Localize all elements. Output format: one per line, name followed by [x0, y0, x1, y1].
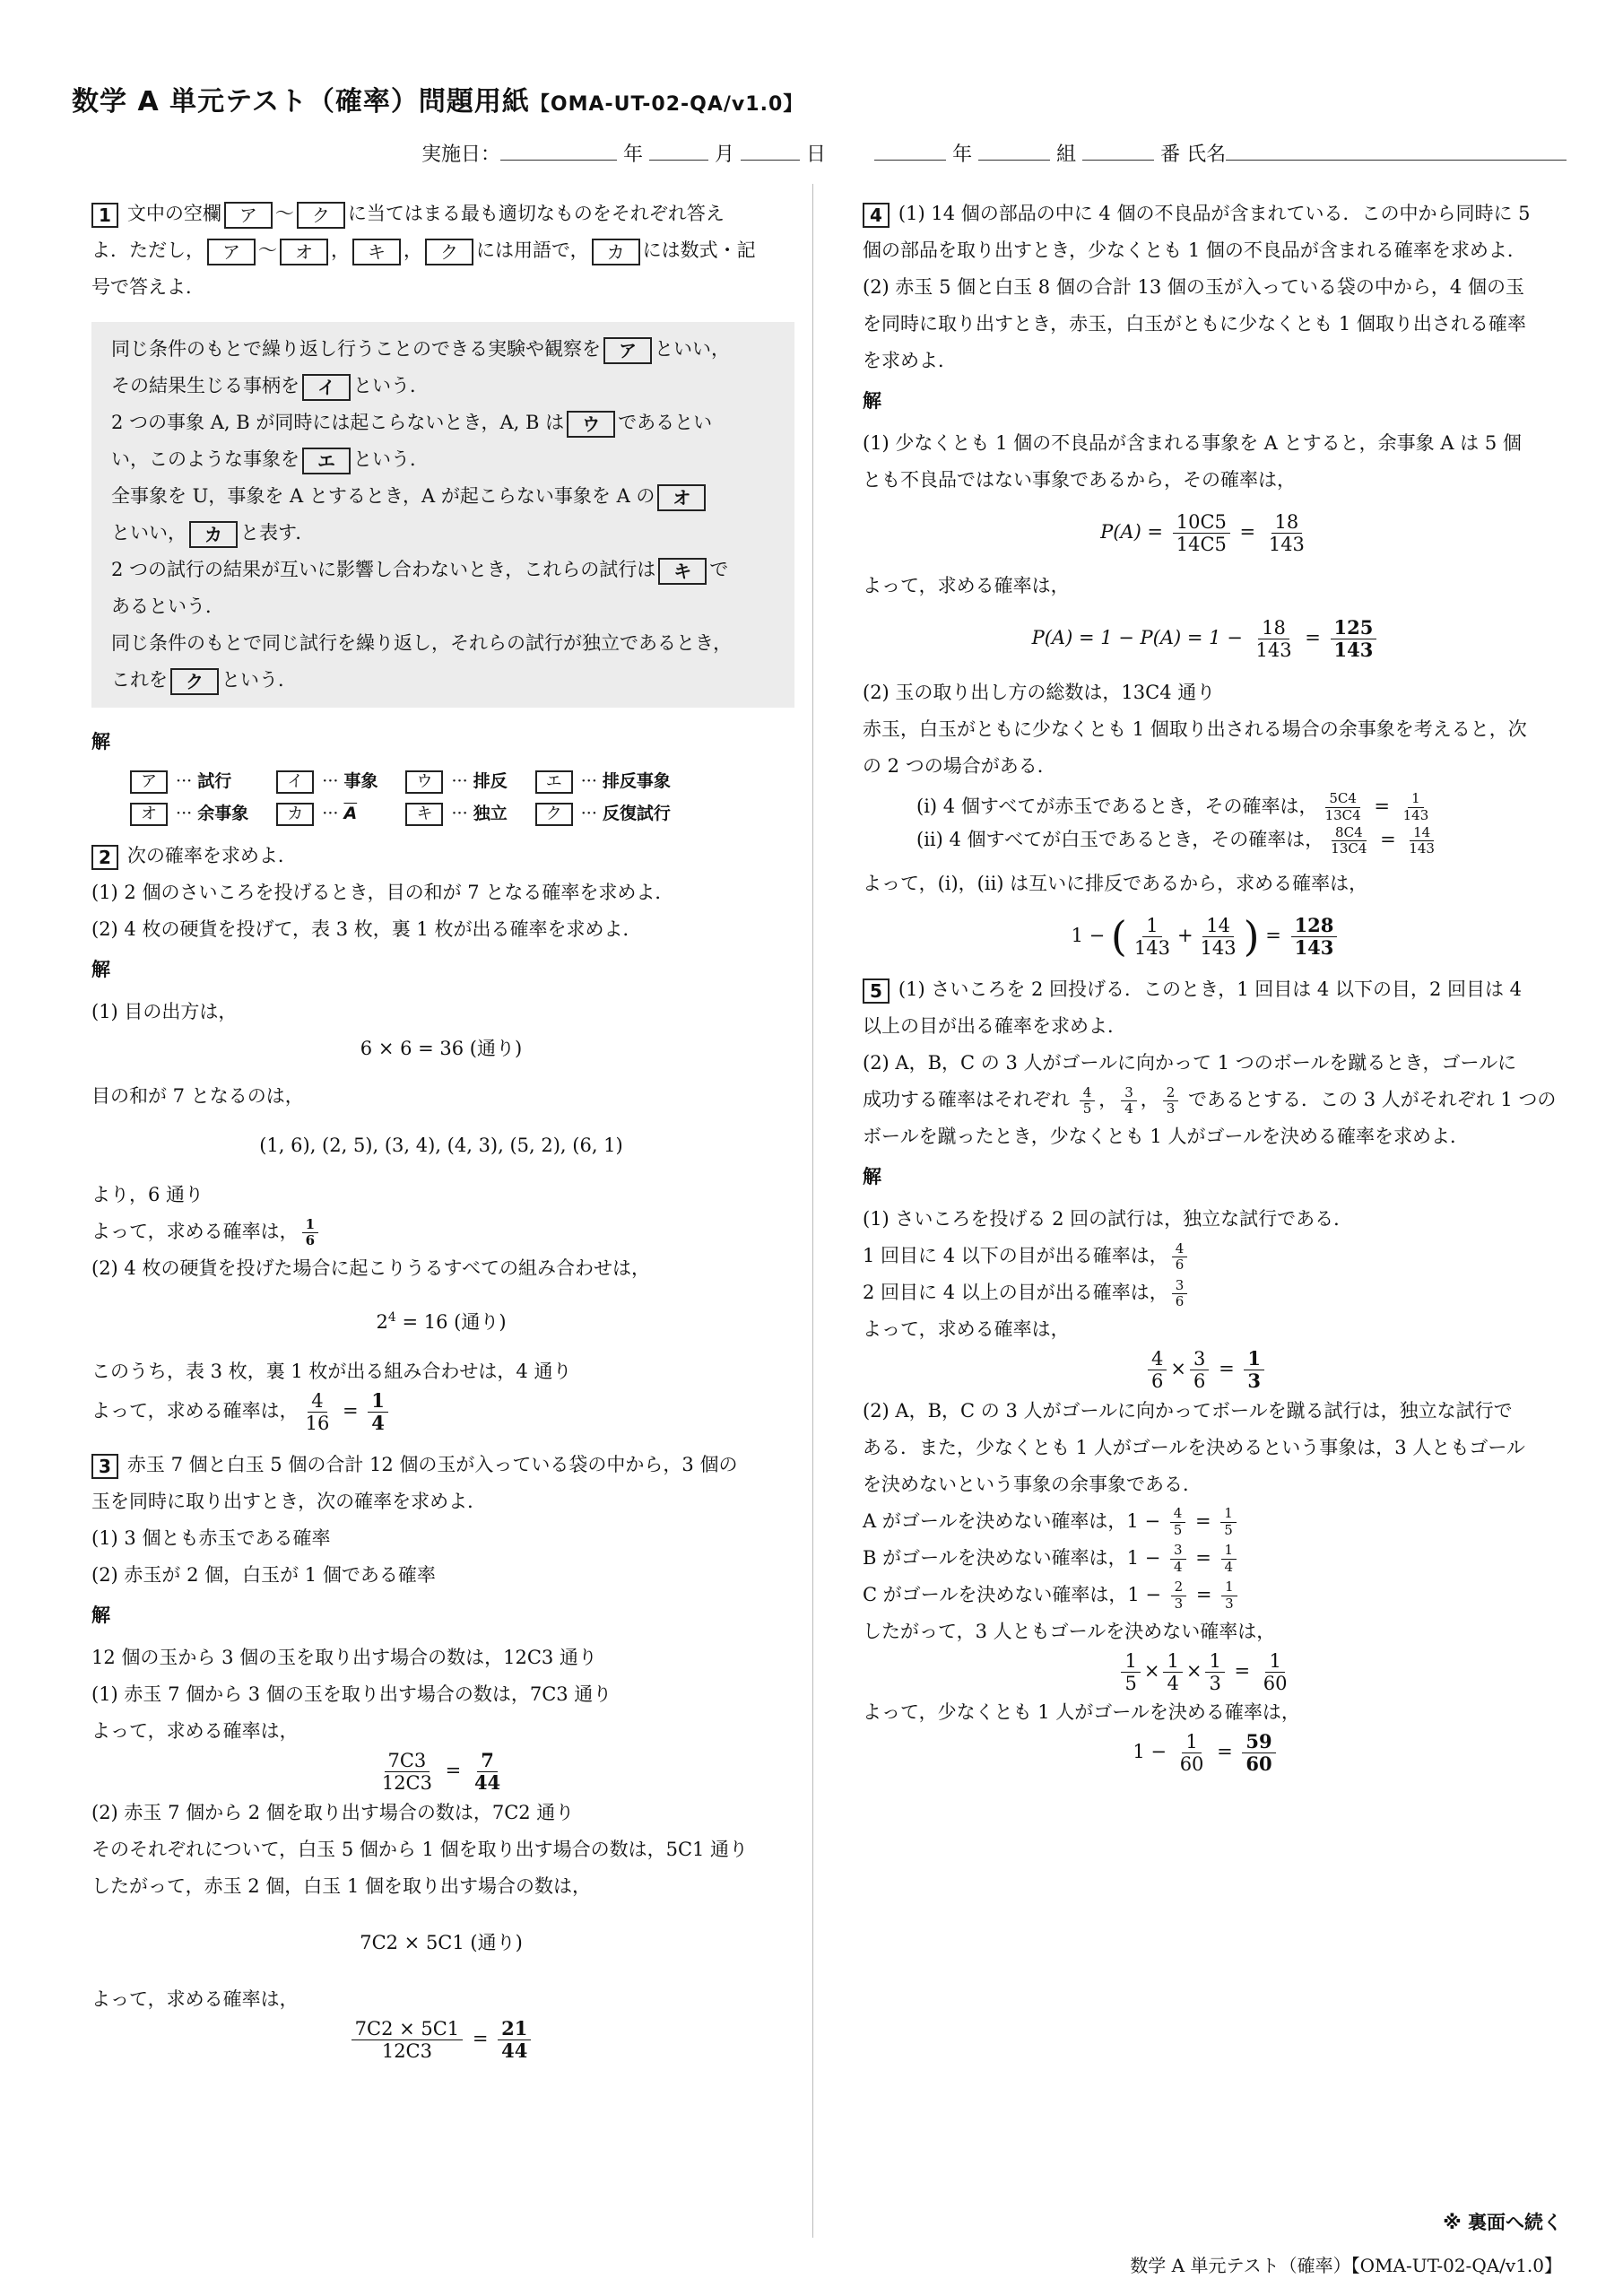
grade-field[interactable]	[874, 142, 946, 161]
solution-label: 解	[91, 1605, 110, 1627]
passage-text: という．	[353, 375, 429, 396]
answer-ki: キ ··· 独立	[403, 800, 507, 827]
q4-text: (2) 赤玉 5 個と白玉 8 個の合計 13 個の玉が入っている袋の中から，4 個の玉	[863, 276, 1524, 298]
blank-box: キ	[405, 803, 443, 826]
answer-fraction: $\frac{7}{44}$	[473, 1749, 501, 1795]
fraction: $\frac{1}{3}$	[1221, 1579, 1237, 1612]
passage-text: といい，	[655, 338, 730, 360]
column-divider	[812, 184, 813, 2238]
date-day-field[interactable]	[741, 142, 800, 161]
blank-box: カ	[189, 521, 238, 548]
fraction: $\frac{3}{6}$	[1190, 1348, 1209, 1392]
solution-text: の 2 つの場合がある．	[863, 754, 1056, 777]
fraction: $\frac{4}{6}$	[1148, 1348, 1167, 1392]
solution-text: よって，求める確率は，	[863, 575, 1070, 597]
blank-box: ア	[130, 770, 168, 794]
fraction: $\frac{2}{3}$	[1171, 1579, 1187, 1612]
fraction: $\frac{7C3}{12C3}$	[381, 1750, 432, 1795]
answer-ka: カ ··· $\overline{A}$	[273, 800, 378, 827]
question-1: 1 文中の空欄 ア 〜 ク に当てはまる最も適切なものをそれぞれ答え よ．ただし， ア 〜 オ ， キ ， ク には用語で， カ には数式・記 号で答えよ． 同じ条件のもとで繰り返し行うことのできる実験や観察を ア といい， その結果生じる事柄を イ という． 2 つの事象 A, B が同時には起こらないとき，A, B は ウ であるとい い，このような事象を エ という． 全事象を U，事象を A とするとき，A が起こらない事象を A の オ といい， カ と表す． 2 つの試行の結果が互いに影響し合わないとき，これらの試行は キ で あるという． 同じ条件のもとで同じ試行を繰り返し，それらの試行が独立であるとき， これを ク という． 解 ア ··· 試行 イ ··· 事象 ウ ··· 排反 エ ··· 排反事象 オ ··· 余事象 カ ··· $\overline{A}$ キ ··· 独立 ク ··· 反復試行	[91, 196, 791, 827]
fraction: $\frac{8C4}{13C4}$	[1331, 823, 1367, 857]
solution-text: (1) 赤玉 7 個から 3 個の玉を取り出す場合の数は，	[91, 1683, 530, 1706]
answer-fraction: $\frac{1}{3}$	[1244, 1348, 1264, 1392]
q4-text: 個の部品を取り出すとき，少なくとも 1 個の不良品が含まれる確率を求めよ．	[863, 239, 1526, 261]
year-label: 年	[623, 144, 644, 166]
blank-box: ウ	[405, 770, 443, 794]
blank-box: ア	[224, 202, 273, 229]
blank-box: カ	[592, 239, 640, 265]
number-field[interactable]	[1082, 142, 1154, 161]
q4-text: を求めよ．	[863, 350, 957, 371]
answer-value: $\overline{A}$	[343, 804, 358, 823]
case-text: (ii) 4 個すべてが白玉であるとき，その確率は，	[916, 828, 1324, 850]
fraction: $\frac{1}{143}$	[1402, 790, 1429, 823]
blank-box: イ	[302, 374, 351, 401]
fraction: $\frac{1}{60}$	[1179, 1730, 1204, 1776]
student-info-line	[421, 139, 1567, 167]
question-5: 5 (1) さいころを 2 回投げる．このとき，1 回目は 4 以下の目，2 回目は 4 以上の目が出る確率を求めよ． (2) A，B，C の 3 人がゴールに向かって 1 つのボールを蹴るとき，ゴールに 成功する確率はそれぞれ $\frac{4}{5}$ ， $\frac{3}{4}$ ， $\frac{2}{3}$ であるとする．この 3 人がそれぞれ 1 つの ボールを蹴ったとき，少なくとも 1 人がゴールを決める確率を求めよ． 解 (1) さいころを投げる 2 回の試行は，独立な試行である． 1 回目に 4 以下の目が出る確率は， $\frac{4}{6}$ 2 回目に 4 以上の目が出る確率は， $\frac{3}{6}$ よって，求める確率は， $\frac{4}{6}$ × $\frac{3}{6}$ = $\frac{1}{3}$ (2) A，B，C の 3 人がゴールに向かってボールを蹴る試行は，独立な試行で ある．また，少なくとも 1 人がゴールを決めるという事象は，3 人ともゴール を決めないという事象の余事象である． A がゴールを決めない確率は，1 − $\frac{4}{5}$ = $\frac{1}{5}$ B がゴールを決めない確率は，1 − $\frac{3}{4}$ = $\frac{1}{4}$ C がゴールを決めない確率は，1 − $\frac{2}{3}$ = $\frac{1}{3}$ したがって，3 人ともゴールを決めない確率は， $\frac{1}{5}$ × $\frac{1}{4}$ × $\frac{1}{3}$ = $\frac{1}{60}$ よって，少なくとも 1 人がゴールを決める確率は， 1 − $\frac{1}{60}$ = $\frac{59}{60}$	[863, 978, 1557, 1776]
fraction: $\frac{1}{5}$	[1220, 1506, 1237, 1538]
fraction: $\frac{3}{4}$	[1170, 1543, 1186, 1575]
fraction: $\frac{10C5}{14C5}$	[1173, 511, 1230, 555]
solution-text: ある．また，少なくとも 1 人がゴールを決めるという事象は，3 人ともゴール	[863, 1436, 1525, 1458]
equation: $\frac{4}{6}$ × $\frac{3}{6}$ = $\frac{1}{3}$	[863, 1348, 1549, 1392]
solution-text: よって，(i)，(ii) は互いに排反であるから，求める確率は，	[863, 873, 1368, 895]
solution-text: (2) A，B，C の 3 人がゴールに向かってボールを蹴る試行は，独立な試行で	[863, 1399, 1513, 1422]
solution-text: 1 回目に 4 以下の目が出る確率は，	[863, 1245, 1168, 1267]
passage-text: い，このような事象を	[111, 448, 299, 470]
equation: 6 × 6 = 36 (通り)	[360, 1038, 523, 1059]
fraction: $\frac{1}{4}$	[1163, 1650, 1182, 1694]
q5-text: (1) さいころを 2 回投げる．このとき，1 回目は 4 以下の目，2 回目は 4	[898, 978, 1523, 1001]
answer-fraction: $\frac{21}{44}$	[498, 2018, 531, 2062]
answer-fraction: $\frac{128}{143}$	[1291, 915, 1338, 959]
solution-text: このうち，表 3 枚，裏 1 枚が出る組み合わせは，4 通り	[91, 1361, 572, 1382]
solution-label: 解	[91, 731, 110, 752]
answer-value: 独立	[473, 804, 508, 823]
fraction: $\frac{1}{143}$	[1133, 915, 1170, 960]
solution-text: (2) 4 枚の硬貨を投げた場合に起こりうるすべての組み合わせは，	[91, 1257, 651, 1279]
solution-text: を決めないという事象の余事象である．	[863, 1473, 1202, 1495]
q1-text: には用語で，	[476, 239, 589, 261]
fraction: $\frac{14}{143}$	[1200, 915, 1237, 960]
blank-box: オ	[130, 803, 168, 826]
equation: (1, 6), (2, 5), (3, 4), (4, 3), (5, 2), (6, 1)	[259, 1135, 623, 1156]
passage-text: 全事象を U，事象を A とするとき，A が起こらない事象を A の	[111, 485, 655, 507]
answer-o: オ ··· 余事象	[127, 800, 248, 827]
class-label: 組	[1056, 144, 1077, 166]
q2-text: 次の確率を求めよ．	[126, 845, 297, 866]
blank-box: ク	[535, 803, 573, 826]
q1-text: 文中の空欄	[126, 203, 221, 224]
answer-fraction: $\frac{1}{4}$	[368, 1390, 388, 1434]
q3-text: 赤玉 7 個と白玉 5 個の合計 12 個の玉が入っている袋の中から，3 個の	[126, 1454, 738, 1476]
solution-text: 目の和が 7 となるのは，	[91, 1085, 304, 1107]
q4-text: を同時に取り出すとき，赤玉，白玉がともに少なくとも 1 個取り出される確率	[863, 313, 1526, 335]
equation: $\frac{1}{5}$ × $\frac{1}{4}$ × $\frac{1}{3}$ = $\frac{1}{60}$	[863, 1650, 1549, 1694]
answer-value: 排反事象	[602, 771, 671, 791]
page-title	[72, 79, 803, 118]
q1-text: には数式・記	[642, 239, 756, 261]
day-label: 日	[806, 144, 827, 166]
equation: 1 − ( $\frac{1}{143}$ + $\frac{14}{143}$ ) = $\frac{128}{143}$	[863, 915, 1549, 959]
passage-text: で	[709, 559, 729, 580]
question-number: 4	[863, 203, 890, 228]
q4-text: (1) 14 個の部品の中に 4 個の不良品が含まれている．この中から同時に 5	[898, 203, 1531, 224]
fraction: $\frac{4}{5}$	[1080, 1085, 1096, 1118]
question-number: 3	[91, 1454, 118, 1479]
continue-note: ※ 裏面へ続く	[1443, 2212, 1562, 2233]
solution-text: (2) 玉の取り出し方の総数は，	[863, 681, 1122, 703]
fraction: $\frac{4}{6}$	[1172, 1241, 1188, 1274]
fraction: $\frac{1}{60}$	[1263, 1649, 1288, 1694]
answer-fraction: $\frac{125}{143}$	[1331, 617, 1377, 661]
fraction: $\frac{2}{3}$	[1163, 1085, 1179, 1118]
passage-text: これを	[111, 669, 168, 691]
fraction: $\frac{1}{4}$	[1221, 1543, 1237, 1575]
solution-text: とも不良品ではない事象であるから，その確率は，	[863, 469, 1296, 491]
combination: 7C3 通り	[529, 1683, 612, 1706]
solution-text: よって，求める確率は，	[91, 1720, 299, 1743]
question-2: 2 次の確率を求めよ． (1) 2 個のさいころを投げるとき，目の和が 7 となる確率を求めよ． (2) 4 枚の硬貨を投げて，表 3 枚，裏 1 枚が出る確率を求めよ． 解 (1) 目の出方は， 6 × 6 = 36 (通り) 目の和が 7 となるのは， (1, 6), (2, 5), (3, 4), (4, 3), (5, 2), (6, 1) より，6 通り よって，求める確率は， $\frac{1}{6}$ (2) 4 枚の硬貨を投げた場合に起こりうるすべての組み合わせは， $2^4 = 16$ (通り) このうち，表 3 枚，裏 1 枚が出る組み合わせは，4 通り よって，求める確率は， $\frac{4}{16}$ = $\frac{1}{4}$	[91, 838, 791, 1434]
passage-text: あるという．	[111, 596, 224, 617]
grade-label: 年	[952, 144, 973, 166]
solution-text: よって，少なくとも 1 人がゴールを決める確率は，	[863, 1700, 1300, 1723]
combination: 13C4 通り	[1121, 681, 1216, 703]
equation: 7C2 × 5C1 (通り)	[360, 1931, 523, 1953]
q5-text: 以上の目が出る確率を求めよ．	[863, 1015, 1126, 1038]
fraction: $\frac{1}{5}$	[1121, 1650, 1140, 1694]
passage-text: 2 つの事象 A, B が同時には起こらないとき，A, B は	[111, 412, 565, 433]
solution-label: 解	[863, 390, 881, 412]
class-field[interactable]	[978, 142, 1050, 161]
passage-text: であるとい	[618, 412, 713, 433]
blank-box: キ	[352, 239, 401, 265]
blank-box: ク	[170, 668, 219, 695]
question-3	[91, 1447, 791, 2062]
solution-text: C がゴールを決めない確率は，	[863, 1583, 1128, 1605]
equation: P(A) = $\frac{10C5}{14C5}$ = $\frac{18}{143}$	[863, 511, 1549, 555]
equation: P(A) = 1 − P(A) = 1 − $\frac{18}{143}$ = $\frac{125}{143}$	[863, 617, 1549, 661]
blank-box: オ	[280, 239, 328, 265]
solution-text: 12 個の玉から 3 個の玉を取り出す場合の数は，	[91, 1647, 504, 1669]
answer-grid	[127, 768, 791, 827]
blank-box: キ	[658, 558, 707, 585]
fraction: $\frac{1}{3}$	[1205, 1650, 1224, 1694]
answer-i: イ ··· 事象	[273, 768, 378, 795]
solution-text: よって，求める確率は，	[91, 1221, 299, 1242]
solution-text: よって，求める確率は，	[91, 1400, 299, 1422]
solution-label: 解	[863, 1166, 881, 1188]
solution-text: (1) 目の出方は，	[91, 1001, 238, 1022]
q1-text: よ．ただし，	[91, 239, 204, 261]
solution-text: したがって，赤玉 2 個，白玉 1 個を取り出す場合の数は，	[91, 1874, 592, 1897]
tilde: 〜	[258, 239, 277, 261]
q3-part: (2) 赤玉が 2 個，白玉が 1 個である確率	[91, 1564, 436, 1587]
blank-box: イ	[276, 770, 314, 794]
answer-value: 余事象	[197, 804, 249, 823]
fraction: $\frac{4}{16}$	[305, 1390, 330, 1435]
date-label: 実施日：	[421, 144, 501, 166]
number-label: 番	[1160, 144, 1181, 166]
question-4	[863, 196, 1549, 959]
solution-text: B がゴールを決めない確率は，	[863, 1546, 1127, 1569]
passage-text: 同じ条件のもとで繰り返し行うことのできる実験や観察を	[111, 338, 601, 360]
question-number: 5	[863, 978, 890, 1004]
answer-value: 事象	[343, 771, 378, 791]
passage-text: という．	[221, 669, 297, 691]
q5-text: 成功する確率はそれぞれ	[863, 1089, 1070, 1111]
answer-fraction: $\frac{1}{6}$	[302, 1217, 318, 1249]
fraction: $\frac{3}{6}$	[1172, 1278, 1188, 1310]
footer-label: 数学 A 単元テスト（確率）【OMA-UT-02-QA/v1.0】	[1130, 2255, 1562, 2276]
question-number: 1	[91, 203, 118, 228]
solution-text: (1) 少なくとも 1 個の不良品が含まれる事象を A とすると，余事象 A は 5 個	[863, 432, 1522, 454]
fraction: $\frac{4}{5}$	[1170, 1506, 1186, 1538]
combination: 12C3 通り	[503, 1647, 597, 1669]
q5-text: ボールを蹴ったとき，少なくとも 1 人がゴールを決める確率を求めよ．	[863, 1126, 1470, 1148]
name-label: 氏名	[1186, 144, 1227, 166]
title-code: 【OMA-UT-02-QA/v1.0】	[529, 93, 804, 116]
solution-text: そのそれぞれについて，白玉 5 個から 1 個を取り出す場合の数は，	[91, 1838, 666, 1860]
solution-text: より，6 通り	[91, 1184, 204, 1205]
answer-value: 排反	[473, 771, 508, 791]
q3-text: 玉を同時に取り出すとき，次の確率を求めよ．	[91, 1491, 487, 1513]
right-column	[863, 196, 1557, 1776]
fraction: $\frac{3}{4}$	[1121, 1085, 1137, 1118]
combination: 7C2 通り	[491, 1801, 575, 1823]
passage-text: その結果生じる事柄を	[111, 375, 299, 396]
solution-text: 赤玉，白玉がともに少なくとも 1 個取り出される場合の余事象を考えると，次	[863, 718, 1527, 740]
q1-text: に当てはまる最も適切なものをそれぞれ答え	[347, 203, 725, 224]
equation: $\frac{7C2 \times 5C1}{12C3}$ = $\frac{21}{44}$	[91, 2018, 791, 2062]
answer-value: 試行	[197, 771, 232, 791]
fraction: $\frac{14}{143}$	[1409, 823, 1435, 857]
title-main: 数学 A 単元テスト（確率）問題用紙	[72, 86, 530, 117]
solution-text: A がゴールを決めない確率は，	[863, 1509, 1127, 1532]
date-year-field[interactable]	[500, 142, 617, 161]
blank-box: ク	[425, 239, 473, 265]
q3-part: (1) 3 個とも赤玉である確率	[91, 1527, 331, 1550]
combination: 5C1 通り	[665, 1838, 749, 1860]
passage-text: と表す．	[240, 522, 315, 544]
equation: $\frac{7C3}{12C3}$ = $\frac{7}{44}$	[91, 1750, 791, 1794]
blank-box: ア	[603, 337, 652, 364]
answer-ku: ク ··· 反復試行	[533, 800, 671, 827]
equation: $2^4 = 16$ (通り)	[376, 1310, 507, 1333]
q2-part: (1) 2 個のさいころを投げるとき，目の和が 7 となる確率を求めよ．	[91, 882, 674, 903]
answer-u: ウ ··· 排反	[403, 768, 507, 795]
tilde: 〜	[274, 203, 294, 224]
equation: 1 − $\frac{1}{60}$ = $\frac{59}{60}$	[863, 1731, 1549, 1775]
blank-box: エ	[302, 448, 351, 474]
q1-text: 号で答えよ．	[91, 276, 204, 298]
q5-text: (2) A，B，C の 3 人がゴールに向かって 1 つのボールを蹴るとき，ゴールに	[863, 1052, 1517, 1074]
name-field[interactable]	[1226, 142, 1567, 161]
fraction: $\frac{7C2 \times 5C1}{12C3}$	[352, 2018, 464, 2062]
solution-text: よって，求める確率は，	[91, 1987, 299, 2010]
solution-text: 2 回目に 4 以上の目が出る確率は，	[863, 1282, 1168, 1304]
answer-fraction: $\frac{59}{60}$	[1242, 1731, 1275, 1775]
blank-box: カ	[276, 803, 314, 826]
blank-box: ウ	[567, 411, 615, 438]
answer-a: ア ··· 試行	[127, 768, 248, 795]
date-month-field[interactable]	[649, 142, 708, 161]
question-number: 2	[91, 845, 118, 870]
blank-box: ア	[207, 239, 256, 265]
left-column	[91, 196, 791, 2062]
fraction: $\frac{5C4}{13C4}$	[1324, 790, 1361, 823]
case-text: (i) 4 個すべてが赤玉であるとき，その確率は，	[916, 795, 1318, 817]
solution-text: (1) さいころを投げる 2 回の試行は，独立な試行である．	[863, 1208, 1353, 1231]
solution-text: (2) 赤玉 7 個から 2 個を取り出す場合の数は，	[91, 1801, 492, 1823]
fraction: $\frac{18}{143}$	[1268, 511, 1305, 556]
passage-text: 2 つの試行の結果が互いに影響し合わないとき，これらの試行は	[111, 559, 656, 580]
q5-text: であるとする．この 3 人がそれぞれ 1 つの	[1188, 1089, 1557, 1111]
passage-text: 同じ条件のもとで同じ試行を繰り返し，それらの試行が独立であるとき，	[111, 632, 733, 654]
answer-e: エ ··· 排反事象	[533, 768, 671, 795]
answer-value: 反復試行	[602, 804, 671, 823]
q2-part: (2) 4 枚の硬貨を投げて，表 3 枚，裏 1 枚が出る確率を求めよ．	[91, 918, 642, 940]
case-list: (i) 4 個すべてが赤玉であるとき，その確率は， $\frac{5C4}{13C4}$ = $\frac{1}{143}$ (ii) 4 個すべてが白玉であるとき，その確率は， $\frac{8C4}{13C4}$ = $\frac{14}{143}$	[916, 790, 1549, 857]
passage-text: という．	[353, 448, 429, 470]
blank-box: エ	[535, 770, 573, 794]
solution-text: よって，求める確率は，	[863, 1318, 1070, 1341]
fraction: $\frac{18}{143}$	[1255, 617, 1292, 662]
blank-box: オ	[657, 484, 706, 511]
solution-label: 解	[91, 959, 110, 980]
passage-text: といい，	[111, 522, 187, 544]
fill-in-passage	[91, 322, 794, 708]
month-label: 月	[715, 144, 735, 166]
blank-box: ク	[297, 202, 345, 229]
solution-text: したがって，3 人ともゴールを決めない確率は，	[863, 1620, 1276, 1642]
